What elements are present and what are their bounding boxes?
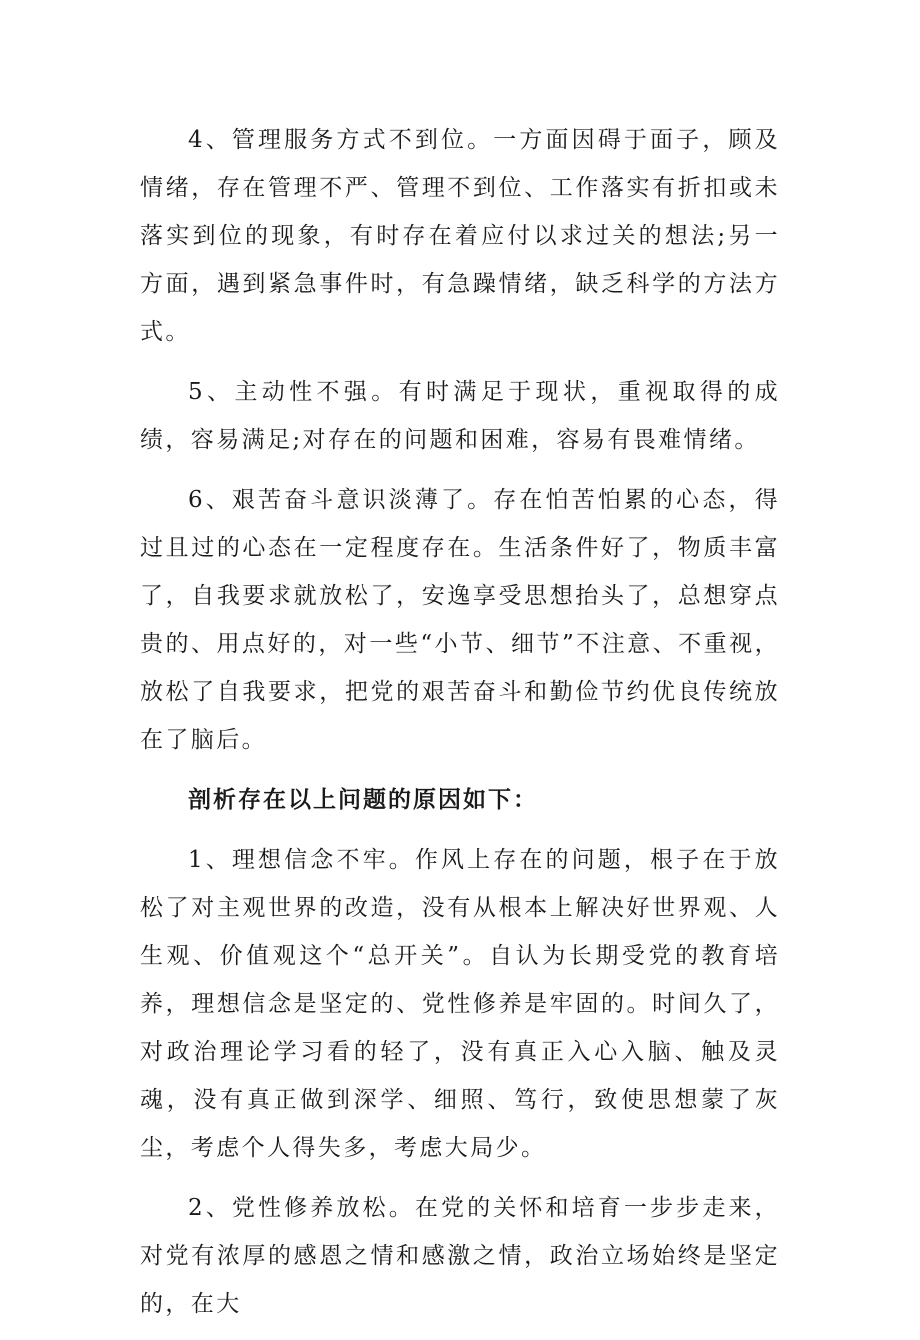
paragraph-cause-1: 1、理想信念不牢。作风上存在的问题，根子在于放松了对主观世界的改造，没有从根本上解决好世界观、人生观、价值观这个“总开关”。自认为长期受党的教育培养，理想信念是坚定的、党性修养是牢固的。时间久了，对政治理论学习看的轻了，没有真正入心入脑、触及灵魂，没有真正做到深学、细照、笃行，致使思想蒙了灰尘，考虑个人得失多，考虑大局少。 [140,847,780,1161]
paragraph-issue-4: 4、管理服务方式不到位。一方面因碍于面子，顾及情绪，存在管理不严、管理不到位、工作落实有折扣或未落实到位的现象，有时存在着应付以求过关的想法;另一方面，遇到紧急事件时，有急躁情绪，缺乏科学的方法方式。 [140,127,780,345]
paragraph-issue-6: 6、艰苦奋斗意识淡薄了。存在怕苦怕累的心态，得过且过的心态在一定程度存在。生活条件好了，物质丰富了，自我要求就放松了，安逸享受思想抬头了，总想穿点贵的、用点好的，对一些“小节、细节”不注意、不重视，放松了自我要求，把党的艰苦奋斗和勤俭节约优良传统放在了脑后。 [140,487,780,753]
section-heading-causes: 剖析存在以上问题的原因如下： [188,787,538,813]
paragraph-cause-2: 2、党性修养放松。在党的关怀和培育一步步走来，对党有浓厚的感恩之情和感激之情，政治立场始终是坚定的，在大 [140,1195,780,1317]
document-body [140,116,780,1340]
paragraph-issue-5: 5、主动性不强。有时满足于现状，重视取得的成绩，容易满足;对存在的问题和困难，容易有畏难情绪。 [140,379,780,453]
